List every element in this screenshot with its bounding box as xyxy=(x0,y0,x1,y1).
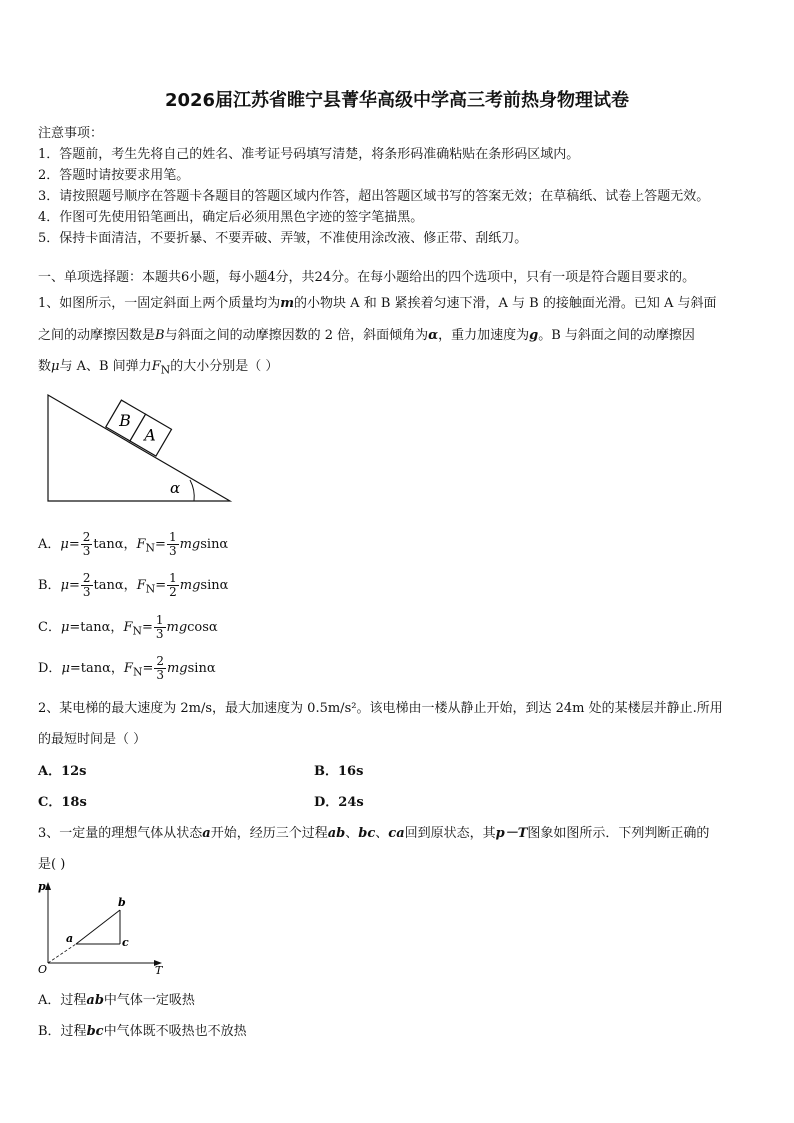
option-N: N xyxy=(145,582,156,596)
q3-option-A[interactable] xyxy=(38,989,195,1008)
option-N: N xyxy=(132,624,142,638)
fraction xyxy=(167,572,179,599)
option-text: tanα， xyxy=(93,537,137,552)
option-eq: = xyxy=(155,537,166,552)
pT-diagram xyxy=(36,876,168,976)
q3-var: ab xyxy=(327,826,346,841)
option-text: B．过程 xyxy=(38,1024,87,1039)
block-B-label: B xyxy=(119,410,131,430)
option-F: F xyxy=(136,578,146,593)
fraction-den: 3 xyxy=(156,668,164,682)
q1-line-3 xyxy=(38,355,278,377)
option-mg: mg xyxy=(179,578,201,593)
q1-var-m: m xyxy=(280,296,295,311)
q3-text: 图象如图所示．下列判断正确的 xyxy=(527,826,710,841)
option-text: sinα xyxy=(187,661,216,676)
option-mg: mg xyxy=(166,620,188,635)
q1-text: 。B 与斜面之间的动摩擦因 xyxy=(538,328,695,343)
angle-label: α xyxy=(170,479,181,497)
q1-text: 与 A、B 间弹力 xyxy=(59,359,152,374)
q3-var: ca xyxy=(388,826,405,841)
fraction xyxy=(167,531,179,558)
dashed-origin-line xyxy=(48,944,76,963)
q1-option-D[interactable] xyxy=(38,655,216,682)
q3-text: 回到原状态，其 xyxy=(404,826,496,841)
incline-figure xyxy=(44,392,236,504)
option-F: F xyxy=(123,661,133,676)
q1-line-1 xyxy=(38,292,717,311)
q1-var-B: B xyxy=(155,328,165,343)
q1-option-A[interactable] xyxy=(38,531,228,558)
origin-label: O xyxy=(38,963,48,976)
option-letter: B． xyxy=(38,578,61,593)
fraction-num: 1 xyxy=(168,530,177,544)
option-mu: μ= xyxy=(60,537,80,552)
q3-text: 3、一定量的理想气体从状态 xyxy=(38,826,203,841)
angle-arc xyxy=(190,480,194,501)
q1-var-F: F xyxy=(151,359,161,374)
page-title: 2026届江苏省睢宁县菁华高级中学高三考前热身物理试卷 xyxy=(164,90,630,111)
q1-var-N: N xyxy=(160,363,171,377)
option-text: tanα， xyxy=(93,578,137,593)
q1-text: 之间的动摩擦因数是 xyxy=(38,328,156,343)
point-a-label: a xyxy=(66,932,74,945)
q3-option-B[interactable] xyxy=(38,1020,247,1039)
T-label: T xyxy=(155,964,163,976)
q2-option-D[interactable]: D．24s xyxy=(314,795,364,810)
option-mu: μ= xyxy=(61,661,81,676)
q2-option-C[interactable]: C．18s xyxy=(38,795,87,810)
fraction xyxy=(154,614,166,641)
q3-var: bc xyxy=(358,826,376,841)
option-letter: C． xyxy=(38,620,61,635)
q1-text: 数 xyxy=(38,359,52,374)
q1-text: 与斜面之间的动摩擦因数的 2 倍，斜面倾角为 xyxy=(164,328,429,343)
block-A-label: A xyxy=(144,425,156,445)
option-eq: = xyxy=(142,661,154,676)
fraction-num: 2 xyxy=(156,654,164,668)
option-var: ab xyxy=(86,993,104,1008)
fraction-num: 1 xyxy=(155,613,164,627)
q2-option-B[interactable]: B．16s xyxy=(314,764,364,779)
notice-item-2: 2．答题时请按要求用笔。 xyxy=(38,168,190,183)
q3-line-2: 是( ) xyxy=(38,857,66,872)
option-text: tanα， xyxy=(80,620,124,635)
notice-item-3: 3．请按照题号顺序在答题卡各题目的答题区域内作答，超出答题区域书写的答案无效；在草稿纸、试卷上答题无效。 xyxy=(38,189,710,204)
fraction-den: 3 xyxy=(82,544,91,558)
option-mg: mg xyxy=(179,537,201,552)
q1-text: 的小物块 A 和 B 紧挨着匀速下滑，A 与 B 的接触面光滑。已知 A 与斜面 xyxy=(294,296,717,311)
fraction-den: 3 xyxy=(82,585,91,599)
option-text: 中气体既不吸热也不放热 xyxy=(103,1024,247,1039)
option-var: bc xyxy=(86,1024,104,1039)
option-text: tanα， xyxy=(80,661,124,676)
point-b-label: b xyxy=(118,896,126,909)
option-N: N xyxy=(132,665,143,679)
option-F: F xyxy=(136,537,146,552)
p-axis-arrow xyxy=(45,882,51,890)
q1-option-B[interactable] xyxy=(38,572,228,599)
fraction-num: 2 xyxy=(82,571,91,585)
point-c-label: c xyxy=(122,936,129,949)
q2-line-1: 2、某电梯的最大速度为 2m/s，最大加速度为 0.5m/s²。该电梯由一楼从静止开始，到达 24m 处的某楼层并静止.所用 xyxy=(38,701,723,716)
option-text: A．过程 xyxy=(38,993,87,1008)
q3-var: p－T xyxy=(495,826,528,841)
q1-var-alpha: α xyxy=(428,328,439,343)
q3-text: 、 xyxy=(345,826,359,841)
fraction-den: 3 xyxy=(155,627,164,641)
q3-var: a xyxy=(202,826,211,841)
q1-var-g: g xyxy=(529,328,539,343)
q2-option-A[interactable]: A．12s xyxy=(38,764,87,779)
notice-item-1: 1．答题前，考生先将自己的姓名、准考证号码填写清楚，将条形码准确粘贴在条形码区域内。 xyxy=(38,147,580,162)
q1-var-mu: μ xyxy=(51,359,60,374)
option-mu: μ= xyxy=(60,620,81,635)
notice-item-4: 4．作图可先使用铅笔画出，确定后必须用黑色字迹的签字笔描黑。 xyxy=(38,210,424,225)
q1-text: ，重力加速度为 xyxy=(438,328,530,343)
q3-text: 开始，经历三个过程 xyxy=(210,826,328,841)
option-mu: μ= xyxy=(60,578,80,593)
p-label: p xyxy=(38,880,46,893)
notice-heading: 注意事项： xyxy=(38,126,104,141)
fraction xyxy=(81,531,93,558)
fraction-num: 1 xyxy=(169,571,177,585)
notice-item-5: 5．保持卡面清洁，不要折暴、不要弄破、弄皱，不准使用涂改液、修正带、刮纸刀。 xyxy=(38,231,528,246)
option-N: N xyxy=(145,541,156,555)
q3-text: 、 xyxy=(375,826,389,841)
fraction-den: 2 xyxy=(169,585,177,599)
option-text: sinα xyxy=(200,578,229,593)
q1-option-C[interactable] xyxy=(38,614,218,641)
option-text: cosα xyxy=(187,620,218,635)
option-eq: = xyxy=(155,578,167,593)
q1-line-2 xyxy=(38,324,695,343)
fraction xyxy=(81,572,93,599)
option-letter: A． xyxy=(38,537,61,552)
q1-text: 的大小分别是（ ） xyxy=(170,359,279,374)
option-text: 中气体一定吸热 xyxy=(103,993,195,1008)
fraction-den: 3 xyxy=(168,544,177,558)
process-ab xyxy=(76,910,120,944)
fraction-num: 2 xyxy=(82,530,91,544)
section-heading: 一、单项选择题：本题共6小题，每小题4分，共24分。在每小题给出的四个选项中，只有一项是符合题目要求的。 xyxy=(38,270,696,285)
q1-text: 1、如图所示，一固定斜面上两个质量均为 xyxy=(38,296,281,311)
q2-line-2: 的最短时间是（ ） xyxy=(38,732,147,747)
option-text: sinα xyxy=(200,537,229,552)
q3-line-1 xyxy=(38,822,709,841)
option-mg: mg xyxy=(166,661,188,676)
option-eq: = xyxy=(141,620,153,635)
fraction xyxy=(154,655,166,682)
option-letter: D． xyxy=(38,661,62,676)
option-F: F xyxy=(123,620,133,635)
